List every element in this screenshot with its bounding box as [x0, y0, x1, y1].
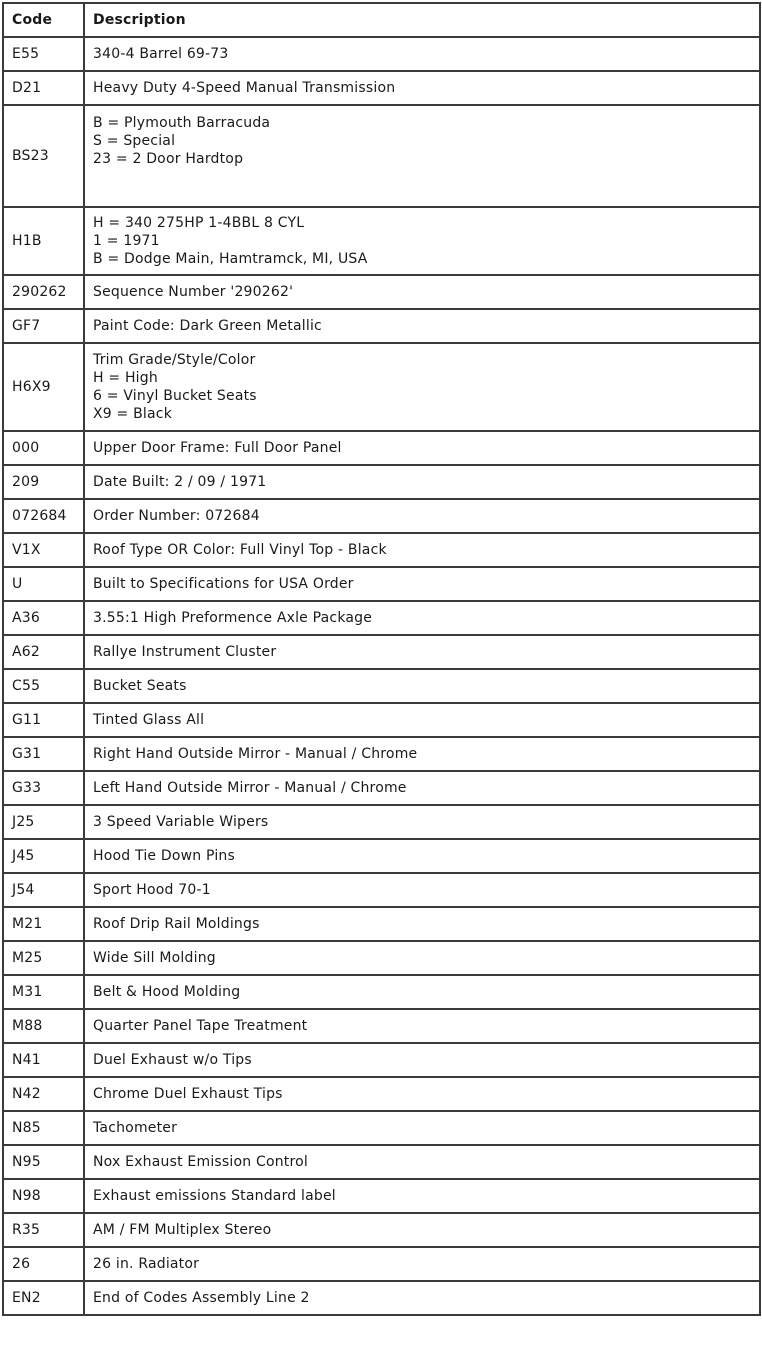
code-cell: 26 [3, 1247, 84, 1281]
description-cell: Tachometer [84, 1111, 760, 1145]
code-cell: G31 [3, 737, 84, 771]
table-row [3, 207, 760, 275]
description-cell: 26 in. Radiator [84, 1247, 760, 1281]
code-cell: EN2 [3, 1281, 84, 1315]
description-cell: Hood Tie Down Pins [84, 839, 760, 873]
code-cell: M31 [3, 975, 84, 1009]
code-cell: BS23 [3, 105, 84, 207]
description-cell: 3.55:1 High Preformence Axle Package [84, 601, 760, 635]
code-cell: N42 [3, 1077, 84, 1111]
description-cell: Roof Drip Rail Moldings [84, 907, 760, 941]
code-cell: N98 [3, 1179, 84, 1213]
table-header-row [3, 3, 760, 37]
description-cell: 3 Speed Variable Wipers [84, 805, 760, 839]
table-row [3, 533, 760, 567]
description-cell: Wide Sill Molding [84, 941, 760, 975]
description-cell: Sequence Number '290262' [84, 275, 760, 309]
code-cell: N41 [3, 1043, 84, 1077]
code-cell: D21 [3, 71, 84, 105]
table-row [3, 669, 760, 703]
table-row [3, 499, 760, 533]
table-row [3, 873, 760, 907]
table-row [3, 1077, 760, 1111]
code-cell: U [3, 567, 84, 601]
table-row [3, 1281, 760, 1315]
table-row [3, 1009, 760, 1043]
description-cell: B = Plymouth Barracuda S = Special 23 = 2 Door Hardtop [84, 105, 760, 207]
table-row [3, 805, 760, 839]
code-cell: E55 [3, 37, 84, 71]
table-row [3, 105, 760, 207]
code-cell: N95 [3, 1145, 84, 1179]
code-cell: H6X9 [3, 343, 84, 431]
code-cell: H1B [3, 207, 84, 275]
table-row [3, 1247, 760, 1281]
table-row [3, 839, 760, 873]
table-row [3, 1111, 760, 1145]
code-cell: 290262 [3, 275, 84, 309]
table-row [3, 431, 760, 465]
table-row [3, 567, 760, 601]
table-row [3, 71, 760, 105]
table-row [3, 1043, 760, 1077]
code-cell: 000 [3, 431, 84, 465]
description-cell: Exhaust emissions Standard label [84, 1179, 760, 1213]
table-row [3, 635, 760, 669]
code-cell: 209 [3, 465, 84, 499]
table-row [3, 275, 760, 309]
code-cell: 072684 [3, 499, 84, 533]
code-cell: R35 [3, 1213, 84, 1247]
fender-tag-codes-table [2, 2, 761, 1316]
table-row [3, 601, 760, 635]
table-row [3, 465, 760, 499]
code-cell: G11 [3, 703, 84, 737]
description-cell: Order Number: 072684 [84, 499, 760, 533]
table-row [3, 343, 760, 431]
description-cell: Paint Code: Dark Green Metallic [84, 309, 760, 343]
description-cell: Roof Type OR Color: Full Vinyl Top - Black [84, 533, 760, 567]
description-cell: Heavy Duty 4-Speed Manual Transmission [84, 71, 760, 105]
table-row [3, 1213, 760, 1247]
code-cell: M21 [3, 907, 84, 941]
description-cell: Bucket Seats [84, 669, 760, 703]
code-cell: GF7 [3, 309, 84, 343]
description-cell: Upper Door Frame: Full Door Panel [84, 431, 760, 465]
description-cell: Quarter Panel Tape Treatment [84, 1009, 760, 1043]
table-row [3, 309, 760, 343]
description-cell: End of Codes Assembly Line 2 [84, 1281, 760, 1315]
description-cell: H = 340 275HP 1-4BBL 8 CYL 1 = 1971 B = Dodge Main, Hamtramck, MI, USA [84, 207, 760, 275]
table-row [3, 975, 760, 1009]
description-cell: Rallye Instrument Cluster [84, 635, 760, 669]
table-row [3, 1179, 760, 1213]
code-cell: A36 [3, 601, 84, 635]
description-cell: Chrome Duel Exhaust Tips [84, 1077, 760, 1111]
column-header-code: Code [3, 3, 84, 37]
table-row [3, 1145, 760, 1179]
description-cell: Nox Exhaust Emission Control [84, 1145, 760, 1179]
description-cell: Left Hand Outside Mirror - Manual / Chrome [84, 771, 760, 805]
code-cell: N85 [3, 1111, 84, 1145]
table-row [3, 737, 760, 771]
code-cell: J45 [3, 839, 84, 873]
code-cell: C55 [3, 669, 84, 703]
code-cell: A62 [3, 635, 84, 669]
table-body [3, 37, 760, 1315]
description-cell: Duel Exhaust w/o Tips [84, 1043, 760, 1077]
code-cell: M88 [3, 1009, 84, 1043]
description-cell: 340-4 Barrel 69-73 [84, 37, 760, 71]
description-cell: Trim Grade/Style/Color H = High 6 = Vinyl Bucket Seats X9 = Black [84, 343, 760, 431]
code-cell: J54 [3, 873, 84, 907]
table-row [3, 771, 760, 805]
table-row [3, 941, 760, 975]
table-row [3, 37, 760, 71]
table-row [3, 907, 760, 941]
description-cell: Sport Hood 70-1 [84, 873, 760, 907]
description-cell: Date Built: 2 / 09 / 1971 [84, 465, 760, 499]
code-cell: J25 [3, 805, 84, 839]
description-cell: Tinted Glass All [84, 703, 760, 737]
table-row [3, 703, 760, 737]
code-cell: M25 [3, 941, 84, 975]
description-cell: Built to Specifications for USA Order [84, 567, 760, 601]
description-cell: Belt & Hood Molding [84, 975, 760, 1009]
description-cell: Right Hand Outside Mirror - Manual / Chrome [84, 737, 760, 771]
column-header-description: Description [84, 3, 760, 37]
code-cell: V1X [3, 533, 84, 567]
code-cell: G33 [3, 771, 84, 805]
description-cell: AM / FM Multiplex Stereo [84, 1213, 760, 1247]
